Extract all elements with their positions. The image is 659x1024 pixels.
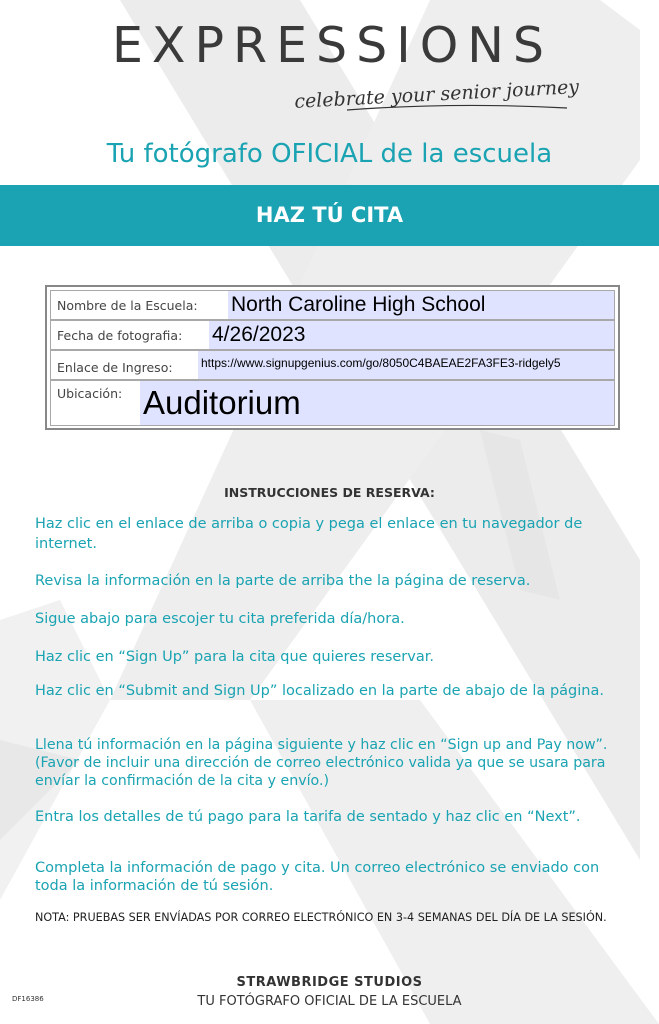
- form-code: DF16386: [12, 995, 44, 1003]
- school-field[interactable]: North Caroline High School: [228, 291, 614, 319]
- instruction-step-6: Llena tú información en la página siguiente y haz clic en “Sign up and Pay now”. (Favor de incluir una dirección de correo electrónico valida ya que se usara para envíar la confirmación de la cita y envío.): [35, 737, 608, 789]
- instruction-step-5: Haz clic en “Submit and Sign Up” localizado en la parte de abajo de la página.: [35, 683, 604, 699]
- link-field[interactable]: https://www.signupgenius.com/go/8050C4BAEAE2FA3FE3-ridgely5: [198, 351, 614, 379]
- brand-wordmark: EXPRESSIONS: [111, 17, 554, 74]
- date-label: Fecha de fotografia:: [57, 328, 183, 343]
- page-subtitle: Tu fotógrafo OFICIAL de la escuela: [106, 139, 553, 169]
- brand-tagline: celebrate your senior journey: [293, 76, 580, 113]
- instruction-step-8: Completa la información de pago y cita. Un correo electrónico se enviado con toda la información de tú sesión.: [35, 860, 600, 894]
- instruction-step-3: Sigue abajo para escojer tu cita preferida día/hora.: [35, 611, 405, 627]
- instruction-step-4: Haz clic en “Sign Up” para la cita que quieres reservar.: [35, 649, 434, 665]
- banner-heading: HAZ TÚ CITA: [0, 185, 659, 246]
- studio-name: STRAWBRIDGE STUDIOS: [236, 975, 423, 990]
- delivery-note: NOTA: PRUEBAS SER ENVÍADAS POR CORREO ELECTRÓNICO EN 3-4 SEMANAS DEL DÍA DE LA SESIÓN.: [35, 911, 607, 924]
- link-label: Enlace de Ingreso:: [57, 360, 173, 375]
- school-label: Nombre de la Escuela:: [57, 298, 198, 313]
- school-row: [50, 290, 615, 320]
- link-row: [50, 350, 615, 380]
- instruction-step-2: Revisa la información en la parte de arriba the la página de reserva.: [35, 573, 531, 589]
- date-field[interactable]: 4/26/2023: [209, 321, 614, 349]
- studio-tagline: TU FOTÓGRAFO OFICIAL DE LA ESCUELA: [197, 994, 462, 1009]
- location-label: Ubicación:: [57, 386, 123, 401]
- booking-info-form: [45, 285, 620, 430]
- instruction-step-7: Entra los detalles de tú pago para la tarifa de sentado y haz clic en “Next”.: [35, 809, 581, 825]
- date-row: [50, 320, 615, 350]
- instructions-title: INSTRUCCIONES DE RESERVA:: [224, 485, 435, 500]
- instruction-step-1: Haz clic en el enlace de arriba o copia y pega el enlace en tu navegador de internet.: [35, 516, 583, 552]
- tagline-swoosh: [345, 100, 570, 114]
- location-field[interactable]: Auditorium: [140, 381, 614, 425]
- location-row: [50, 380, 615, 426]
